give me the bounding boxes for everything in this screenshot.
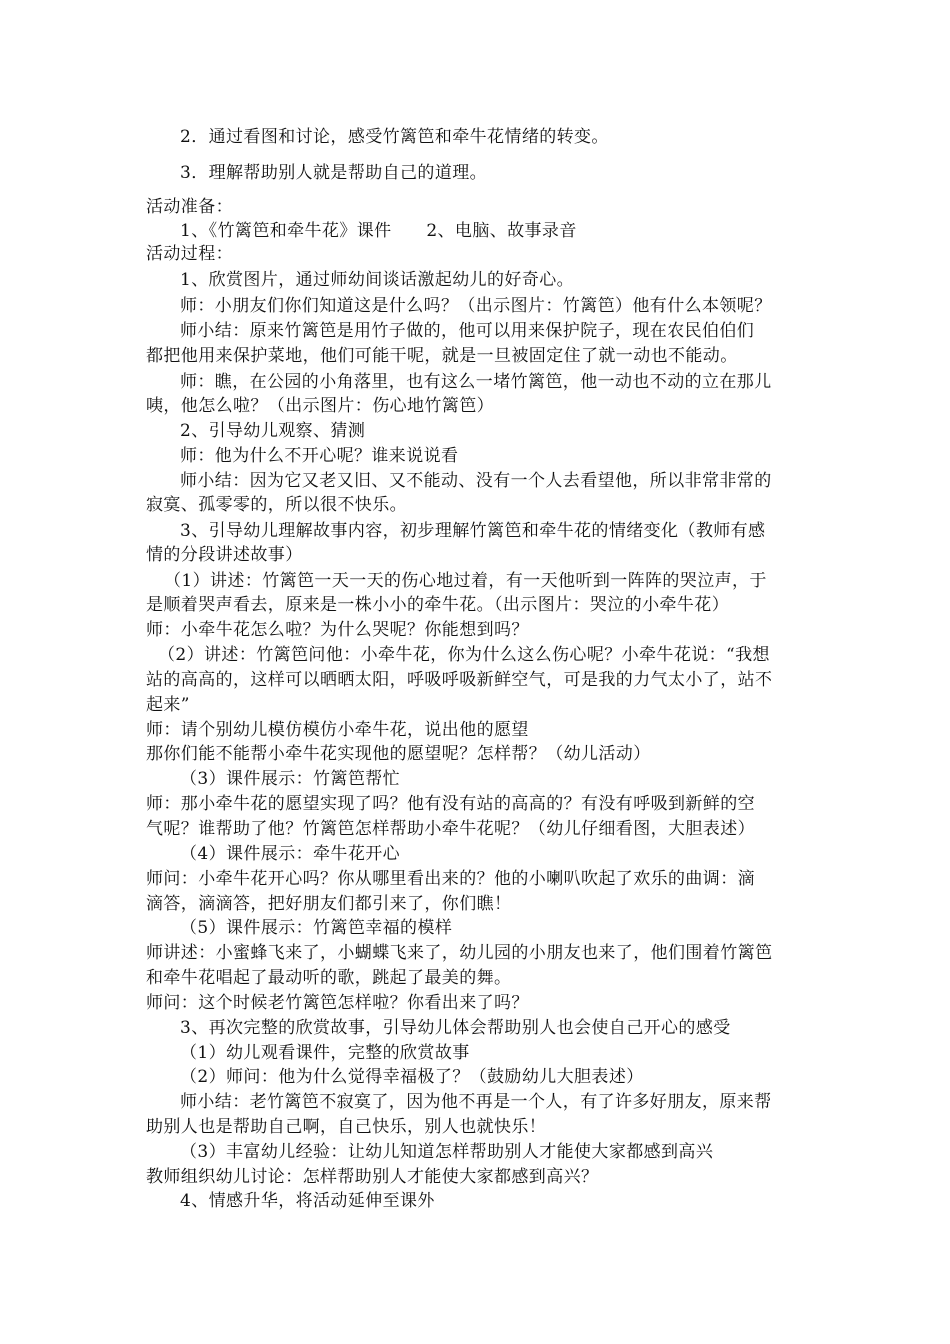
text-line: 师：小朋友们你们知道这是什么吗？（出示图片：竹篱笆）他有什么本领呢？ bbox=[180, 296, 772, 316]
text-line: 师小结：原来竹篱笆是用竹子做的，他可以用来保护院子，现在农民伯伯们 bbox=[180, 321, 755, 341]
text-line: 起来” bbox=[146, 695, 190, 715]
text-line: 师问：这个时候老竹篱笆怎样啦？你看出来了吗？ bbox=[146, 993, 529, 1013]
text-line: （3）丰富幼儿经验：让幼儿知道怎样帮助别人才能使大家都感到高兴 bbox=[180, 1142, 714, 1162]
text-line: 师：小牵牛花怎么啦？为什么哭呢？你能想到吗？ bbox=[146, 620, 529, 640]
text-line: 寂寞、孤零零的，所以很不快乐。 bbox=[146, 495, 407, 515]
text-line: 和牵牛花唱起了最动听的歌，跳起了最美的舞。 bbox=[146, 968, 512, 988]
section-heading: 活动过程： bbox=[146, 244, 233, 264]
text-line: 2、引导幼儿观察、猜测 bbox=[180, 421, 366, 441]
text-line: 气呢？谁帮助了他？竹篱笆怎样帮助小牵牛花呢？（幼儿仔细看图，大胆表述） bbox=[146, 819, 755, 839]
section-heading: 活动准备： bbox=[146, 197, 233, 217]
text-line: 是顺着哭声看去，原来是一株小小的牵牛花。（出示图片：哭泣的小牵牛花） bbox=[146, 595, 730, 615]
text-line: 3、再次完整的欣赏故事，引导幼儿体会帮助别人也会使自己开心的感受 bbox=[180, 1018, 731, 1038]
text-line: 1、《竹篱笆和牵牛花》课件 2、电脑、故事录音 bbox=[180, 221, 577, 241]
text-line: 师问：小牵牛花开心吗？你从哪里看出来的？他的小喇叭吹起了欢乐的曲调：滴 bbox=[146, 869, 755, 889]
text-line: 师：瞧，在公园的小角落里，也有这么一堵竹篱笆，他一动也不动的立在那儿 bbox=[180, 372, 772, 392]
text-line: （2）讲述：竹篱笆问他：小牵牛花，你为什么这么伤心呢？小牵牛花说：“我想 bbox=[158, 645, 770, 665]
text-line: 那你们能不能帮小牵牛花实现他的愿望呢？怎样帮？（幼儿活动） bbox=[146, 744, 651, 764]
text-line: 1、欣赏图片，通过师幼间谈话激起幼儿的好奇心。 bbox=[180, 270, 575, 290]
text-line: 师：他为什么不开心呢？谁来说说看 bbox=[180, 446, 459, 466]
text-line: 站的高高的，这样可以晒晒太阳，呼吸呼吸新鲜空气，可是我的力气太小了，站不 bbox=[146, 670, 773, 690]
text-line: 滴答，滴滴答，把好朋友们都引来了，你们瞧！ bbox=[146, 894, 512, 914]
text-line: （4）课件展示：牵牛花开心 bbox=[180, 844, 401, 864]
text-line: 都把他用来保护菜地，他们可能干呢，就是一旦被固定住了就一动也不能动。 bbox=[146, 346, 738, 366]
text-line: 咦，他怎么啦？（出示图片：伤心地竹篱笆） bbox=[146, 396, 494, 416]
text-line: 助别人也是帮助自己啊，自己快乐，别人也就快乐！ bbox=[146, 1117, 547, 1137]
text-line: 师小结：老竹篱笆不寂寞了，因为他不再是一个人，有了许多好朋友，原来帮 bbox=[180, 1092, 772, 1112]
text-line: （5）课件展示：竹篱笆幸福的模样 bbox=[180, 918, 453, 938]
text-line: （1）讲述：竹篱笆一天一天的伤心地过着，有一天他听到一阵阵的哭泣声，于 bbox=[164, 571, 767, 591]
text-line: （3）课件展示：竹篱笆帮忙 bbox=[180, 769, 401, 789]
text-line: 3、引导幼儿理解故事内容，初步理解竹篱笆和牵牛花的情绪变化（教师有感 bbox=[180, 521, 766, 541]
text-line: 师：那小牵牛花的愿望实现了吗？他有没有站的高高的？有没有呼吸到新鲜的空 bbox=[146, 794, 755, 814]
text-line: 情的分段讲述故事） bbox=[146, 545, 303, 565]
text-line: 2．通过看图和讨论，感受竹篱笆和牵牛花情绪的转变。 bbox=[180, 127, 609, 147]
text-line: 师讲述：小蜜蜂飞来了，小蝴蝶飞来了，幼儿园的小朋友也来了，他们围着竹篱笆 bbox=[146, 943, 773, 963]
text-line: 师小结：因为它又老又旧、又不能动、没有一个人去看望他，所以非常非常的 bbox=[180, 471, 772, 491]
text-line: 3．理解帮助别人就是帮助自己的道理。 bbox=[180, 163, 488, 183]
text-line: 教师组织幼儿讨论：怎样帮助别人才能使大家都感到高兴？ bbox=[146, 1167, 599, 1187]
text-line: 4、情感升华，将活动延伸至课外 bbox=[180, 1191, 435, 1211]
text-line: 师：请个别幼儿模仿模仿小牵牛花，说出他的愿望 bbox=[146, 720, 529, 740]
text-line: （2）师问：他为什么觉得幸福极了？（鼓励幼儿大胆表述） bbox=[180, 1067, 644, 1087]
text-line: （1）幼儿观看课件，完整的欣赏故事 bbox=[180, 1043, 470, 1063]
